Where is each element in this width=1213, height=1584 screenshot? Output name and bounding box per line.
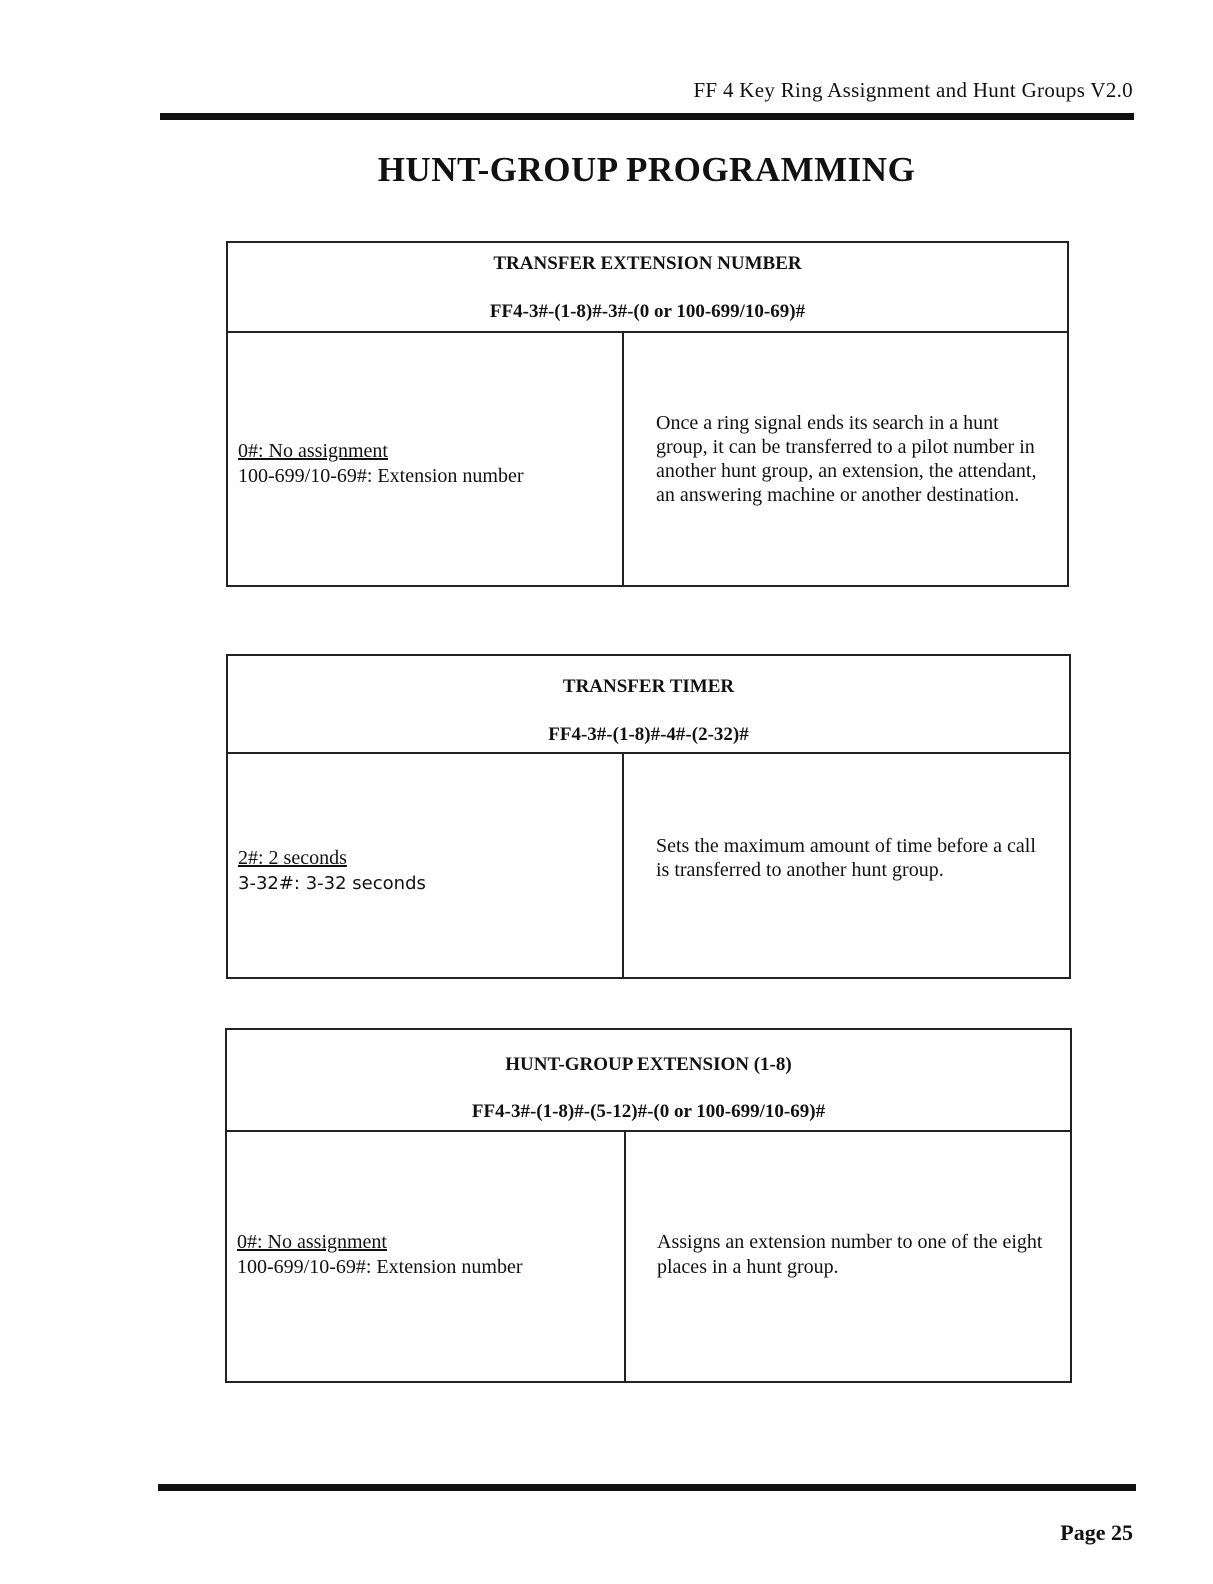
section-description: Sets the maximum amount of time before a call is transferred to another hunt group.	[656, 835, 1036, 881]
page-title: HUNT-GROUP PROGRAMMING	[377, 150, 916, 189]
running-header: FF 4 Key Ring Assignment and Hunt Groups V2.0	[693, 78, 1133, 102]
section-header	[227, 1030, 1070, 1132]
default-option: 0#: No assignment	[237, 1231, 387, 1253]
section-header	[228, 243, 1067, 333]
section-code: FF4-3#-(1-8)#-4#-(2-32)#	[548, 724, 749, 745]
other-option: 3-32#: 3-32 seconds	[238, 873, 426, 894]
section-name: HUNT-GROUP EXTENSION (1-8)	[505, 1054, 792, 1075]
section-description: Assigns an extension number to one of the eight places in a hunt group.	[657, 1231, 1043, 1278]
section-code: FF4-3#-(1-8)#-(5-12)#-(0 or 100-699/10-69)#	[471, 1101, 826, 1122]
option-list	[238, 846, 426, 896]
option-list	[238, 439, 524, 489]
column-divider	[622, 754, 624, 977]
column-divider	[624, 1132, 626, 1381]
other-option: 100-699/10-69#: Extension number	[237, 1256, 523, 1278]
section-transfer-timer	[226, 654, 1071, 979]
header-rule	[160, 113, 1134, 120]
section-hunt-group-extension	[225, 1028, 1072, 1383]
default-option: 2#: 2 seconds	[238, 847, 347, 869]
column-divider	[622, 333, 624, 585]
section-code: FF4-3#-(1-8)#-3#-(0 or 100-699/10-69)#	[489, 301, 806, 322]
option-list	[237, 1230, 523, 1280]
section-description: Once a ring signal ends its search in a hunt group, it can be transferred to a pilot number in another hunt group, an extension, the attendant, an answering machine or another destination.	[656, 412, 1037, 506]
page-number: Page 25	[1060, 1520, 1133, 1545]
other-option: 100-699/10-69#: Extension number	[238, 465, 524, 487]
section-name: TRANSFER TIMER	[562, 676, 735, 697]
section-name: TRANSFER EXTENSION NUMBER	[493, 253, 802, 274]
default-option: 0#: No assignment	[238, 440, 388, 462]
section-transfer-extension-number	[226, 241, 1069, 587]
footer-rule	[158, 1484, 1136, 1491]
section-header	[228, 656, 1069, 754]
